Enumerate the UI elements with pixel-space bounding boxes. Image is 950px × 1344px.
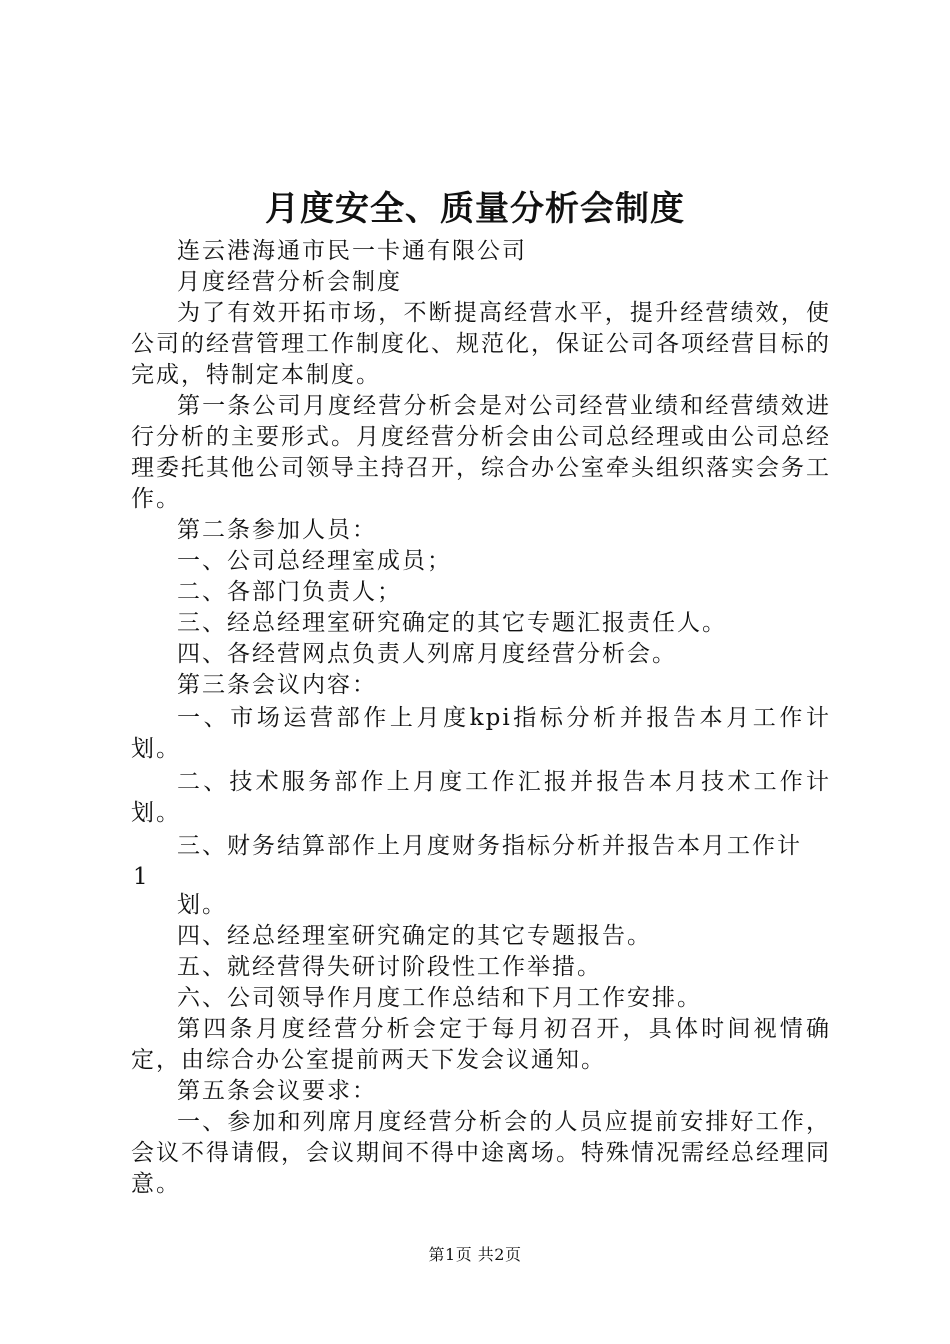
paragraph-subtitle: 月度经营分析会制度 (177, 269, 402, 295)
paragraph-item: 四、经总经理室研究确定的其它专题报告。 (177, 923, 652, 949)
page-marker: 1 (133, 864, 150, 890)
paragraph-item: 划。 (177, 892, 227, 918)
paragraph-article-3: 第三条会议内容： (177, 672, 377, 698)
paragraph-article-4: 第四条月度经营分析会定于每月初召开，具体时间视情确定，由综合办公室提前两天下发会议通知。 (131, 1016, 831, 1073)
paragraph-intro: 为了有效开拓市场，不断提高经营水平，提升经营绩效，使公司的经营管理工作制度化、规范化，保证公司各项经营目标的完成，特制定本制度。 (131, 300, 831, 388)
paragraph-article-2: 第二条参加人员： (177, 517, 377, 543)
paragraph-article-5: 第五条会议要求： (177, 1078, 377, 1104)
paragraph-article-1: 第一条公司月度经营分析会是对公司经营业绩和经营绩效进行分析的主要形式。月度经营分析会由公司总经理或由公司总经理委托其他公司领导主持召开，综合办公室牵头组织落实会务工作。 (131, 393, 831, 512)
paragraph-item: 二、技术服务部作上月度工作汇报并报告本月技术工作计划。 (131, 769, 831, 826)
paragraph-item: 一、公司总经理室成员； (177, 548, 452, 574)
document-body (131, 236, 831, 1200)
paragraph-company: 连云港海通市民一卡通有限公司 (177, 238, 527, 264)
document-title: 月度安全、质量分析会制度 (265, 189, 685, 229)
paragraph-item: 一、市场运营部作上月度kpi指标分析并报告本月工作计划。 (131, 705, 831, 762)
paragraph-item: 六、公司领导作月度工作总结和下月工作安排。 (177, 985, 702, 1011)
page-footer: 第1页 共2页 (428, 1245, 522, 1264)
paragraph-item: 三、财务结算部作上月度财务指标分析并报告本月工作计 (177, 833, 802, 859)
paragraph-item: 二、各部门负责人； (177, 579, 402, 605)
paragraph-item: 一、参加和列席月度经营分析会的人员应提前安排好工作，会议不得请假，会议期间不得中途离场。特殊情况需经总经理同意。 (131, 1109, 831, 1197)
paragraph-item: 四、各经营网点负责人列席月度经营分析会。 (177, 641, 677, 667)
paragraph-item: 三、经总经理室研究确定的其它专题汇报责任人。 (177, 610, 727, 636)
paragraph-item: 五、就经营得失研讨阶段性工作举措。 (177, 954, 602, 980)
